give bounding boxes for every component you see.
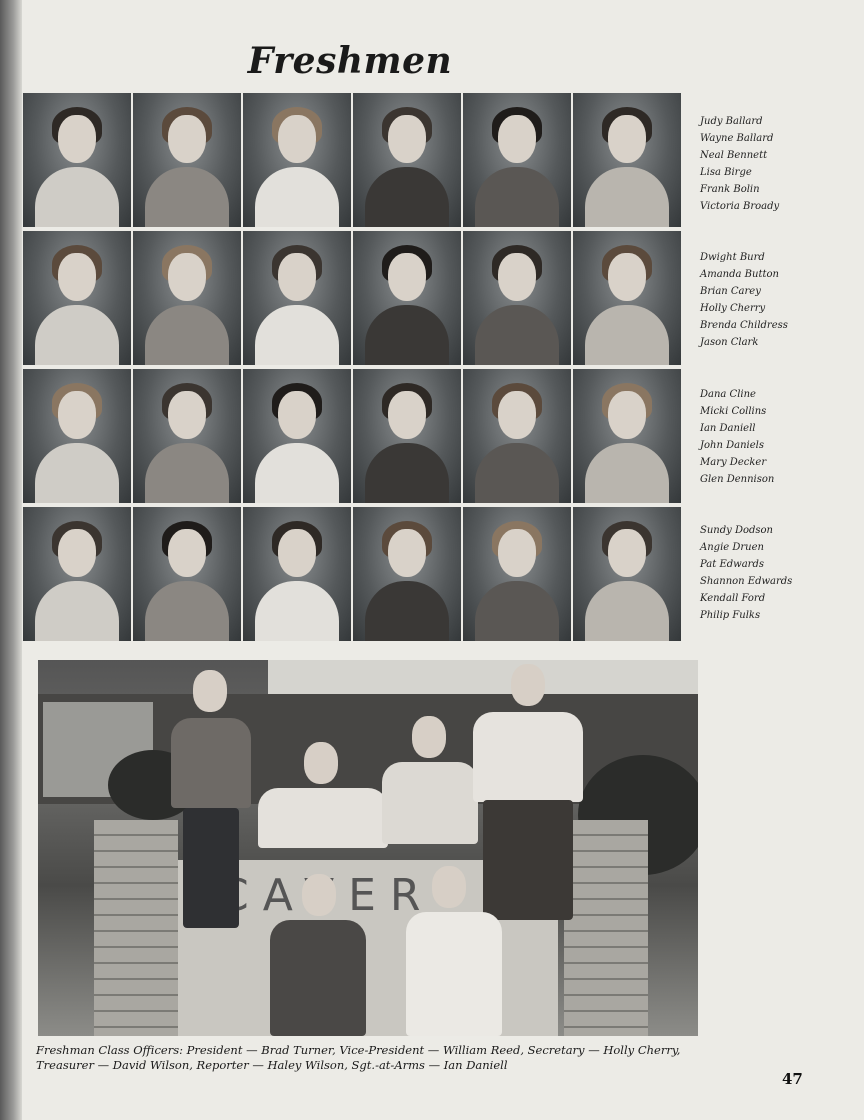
student-name: Angie Druen [700,542,764,553]
student-portrait [23,93,131,227]
student-portrait [353,93,461,227]
student-name: Brenda Childress [700,320,788,331]
student-portrait [23,231,131,365]
student-portrait [243,369,351,503]
page-number: 47 [782,1070,803,1088]
student-portrait [463,93,571,227]
student-name: Dwight Burd [700,252,765,263]
building-roof [268,660,698,694]
student-name: Neal Bennett [700,150,768,161]
brick-pillar-right [564,820,648,1036]
student-portrait [243,231,351,365]
student-portrait [243,507,351,641]
name-list-row-4 [700,522,850,624]
name-list-row-3 [700,386,850,488]
student-name: Micki Collins [700,406,767,417]
student-name: Kendall Ford [700,593,766,604]
student-portrait [573,507,681,641]
student-portrait [353,507,461,641]
student-name: Jason Clark [700,337,759,348]
student-portrait [133,507,241,641]
student-portrait [133,231,241,365]
name-list-row-1 [700,113,850,215]
student-name: Dana Cline [700,389,756,400]
student-name: Wayne Ballard [700,133,774,144]
student-portrait [573,231,681,365]
student-portrait [573,93,681,227]
student-name: Pat Edwards [700,559,764,570]
student-name: Ian Daniell [700,423,756,434]
name-list-row-2 [700,249,850,351]
student-portrait [23,369,131,503]
student-name: Victoria Broady [700,201,780,212]
student-portrait [353,369,461,503]
student-portrait [23,507,131,641]
photo-caption: Freshman Class Officers: President — Brad Turner, Vice-President — William Reed, Secretary — Holly Cherry, Treasurer — David Wilson, Reporter — Haley Wilson, Sgt.-at-Arms — Ian Daniell [36,1043,681,1072]
brick-pillar-left [94,820,178,1036]
class-officers-photo [38,660,698,1036]
student-name: Holly Cherry [700,303,766,314]
student-portrait [463,369,571,503]
student-name: Amanda Button [700,269,779,280]
student-name: Glen Dennison [700,474,775,485]
student-name: Philip Fulks [700,610,761,621]
student-name: Brian Carey [700,286,761,297]
student-name: Lisa Birge [700,167,752,178]
binding-gutter [0,0,22,1120]
student-portrait [463,231,571,365]
student-portrait [133,93,241,227]
student-portrait [243,93,351,227]
student-name: Mary Decker [700,457,767,468]
student-name: Judy Ballard [700,116,763,127]
student-portrait [353,231,461,365]
student-portrait [463,507,571,641]
student-name: Shannon Edwards [700,576,793,587]
student-name: John Daniels [700,440,764,451]
portrait-grid [23,93,683,643]
student-portrait [573,369,681,503]
student-portrait [133,369,241,503]
page-title: Freshmen [247,40,453,82]
student-name: Frank Bolin [700,184,760,195]
student-name: Sundy Dodson [700,525,773,536]
